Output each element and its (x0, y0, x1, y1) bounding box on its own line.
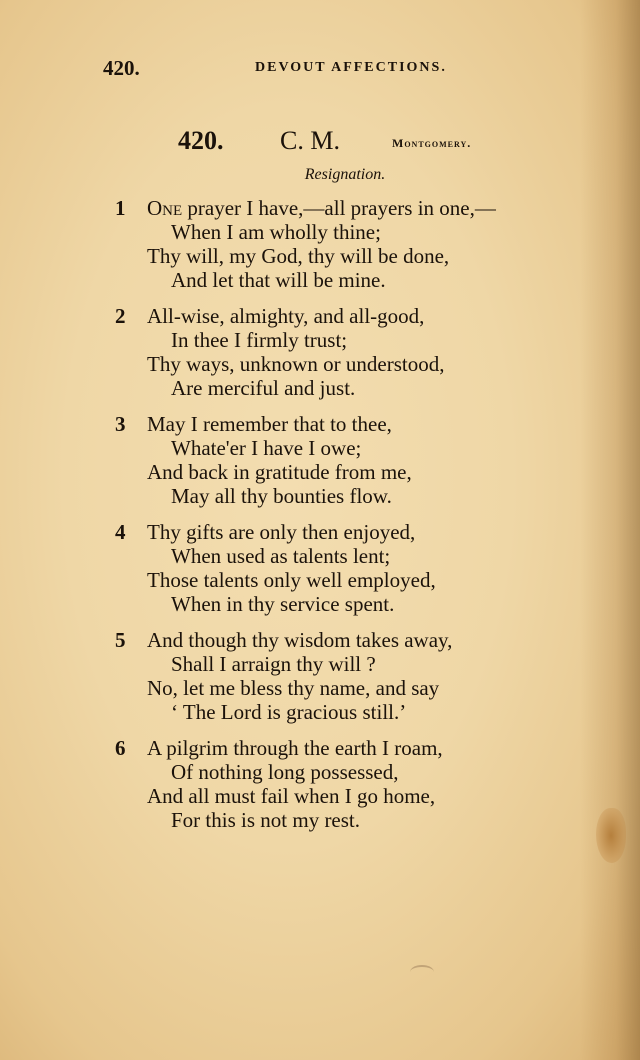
verse-line-text: prayer I have,—all prayers in one,— (182, 196, 496, 220)
stanza-number: 6 (115, 736, 126, 760)
verse-line: Shall I arraign thy will ? (171, 652, 376, 676)
verse-line: Are merciful and just. (171, 376, 356, 400)
paper-stain (596, 808, 626, 863)
hymn-header (178, 126, 538, 162)
verse-line: Whate'er I have I owe; (171, 436, 362, 460)
stanza-number: 5 (115, 628, 126, 652)
verse-line: When used as talents lent; (171, 544, 391, 568)
stanza-number: 2 (115, 304, 126, 328)
paper-mark (410, 965, 434, 979)
stanza-number: 1 (115, 196, 126, 220)
verse-line: No, let me bless thy name, and say (147, 676, 440, 700)
verse-line: For this is not my rest. (171, 808, 361, 832)
verse-line: Of nothing long possessed, (171, 760, 399, 784)
verse-line: In thee I firmly trust; (171, 328, 348, 352)
stanza-number: 3 (115, 412, 126, 436)
verse-line: And all must fail when I go home, (147, 784, 436, 808)
verse-line (115, 196, 565, 220)
stanza (115, 736, 565, 832)
hymn-author: Montgomery. (392, 136, 472, 150)
verse-line: When in thy service spent. (171, 592, 395, 616)
verse-line: Thy will, my God, thy will be done, (147, 244, 450, 268)
verse-line: Thy gifts are only then enjoyed, (147, 520, 416, 544)
verse-line: All-wise, almighty, and all-good, (147, 304, 425, 328)
verse-line: And though thy wisdom takes away, (147, 628, 453, 652)
running-head (103, 56, 453, 84)
page-number: 420. (103, 56, 140, 80)
verse-line: A pilgrim through the earth I roam, (147, 736, 443, 760)
page-edge-shadow (580, 0, 640, 1060)
running-title: DEVOUT AFFECTIONS. (255, 60, 447, 75)
verse-line: Those talents only well employed, (147, 568, 436, 592)
verse-line: May all thy bounties flow. (171, 484, 392, 508)
stanza-list (115, 196, 565, 844)
verse-line: Thy ways, unknown or understood, (147, 352, 445, 376)
hymn-number: 420. (178, 126, 224, 155)
stanza (115, 628, 565, 724)
stanza (115, 412, 565, 508)
hymn-meter: C. M. (280, 126, 340, 155)
drop-word: One (147, 196, 183, 220)
stanza (115, 304, 565, 400)
verse-line: And back in gratitude from me, (147, 460, 412, 484)
stanza (115, 520, 565, 616)
verse-line: May I remember that to thee, (147, 412, 392, 436)
hymn-title: Resignation. (304, 166, 386, 183)
verse-line: When I am wholly thine; (171, 220, 381, 244)
verse-line: And let that will be mine. (171, 268, 386, 292)
stanza (115, 196, 565, 292)
verse-line: ‘ The Lord is gracious still.’ (171, 700, 407, 724)
stanza-number: 4 (115, 520, 126, 544)
